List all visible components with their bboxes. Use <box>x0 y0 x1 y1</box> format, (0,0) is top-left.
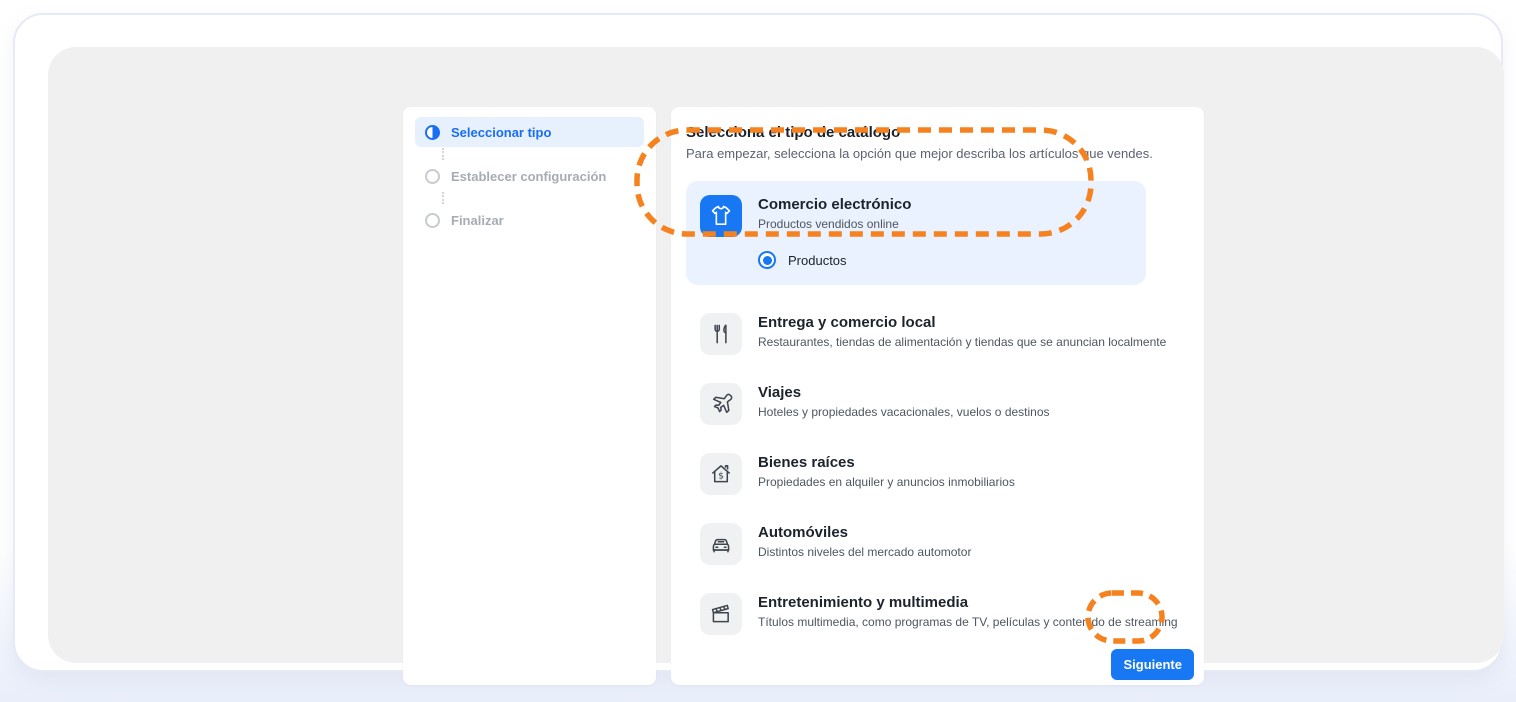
option-real-estate[interactable] <box>700 453 1180 495</box>
option-vehicles[interactable] <box>700 523 1180 565</box>
empty-circle-icon <box>425 213 440 228</box>
outer-card <box>13 13 1503 672</box>
radio-selected-icon <box>758 251 776 269</box>
panel-subtitle: Para empezar, selecciona la opción que mejor describa los artículos que vendes. <box>686 146 1153 161</box>
option-description: Títulos multimedia, como programas de TV, películas y contenido de streaming <box>758 615 1178 629</box>
option-description: Propiedades en alquiler y anuncios inmobiliarios <box>758 475 1015 489</box>
option-text <box>758 313 1166 350</box>
wizard-canvas <box>48 47 1504 672</box>
option-ecommerce[interactable] <box>686 181 1146 285</box>
option-title: Automóviles <box>758 524 849 541</box>
step-label: Finalizar <box>451 212 504 228</box>
option-description: Restaurantes, tiendas de alimentación y tiendas que se anuncian localmente <box>758 335 1167 349</box>
panel-title: Selecciona el tipo de catálogo <box>686 124 901 141</box>
option-text <box>758 453 1015 490</box>
svg-text:$: $ <box>718 470 724 482</box>
next-button[interactable]: Siguiente <box>1111 649 1194 680</box>
option-description: Distintos niveles del mercado automotor <box>758 545 972 559</box>
catalog-type-panel <box>671 107 1204 685</box>
steps-sidebar <box>403 107 656 685</box>
option-local-commerce[interactable] <box>700 313 1180 355</box>
tshirt-icon <box>700 195 742 237</box>
step-label: Seleccionar tipo <box>451 124 552 140</box>
step-configure[interactable] <box>415 161 644 191</box>
radio-productos[interactable] <box>758 251 1130 269</box>
option-title: Viajes <box>758 384 802 401</box>
option-title: Entretenimiento y multimedia <box>758 594 969 611</box>
option-media[interactable] <box>700 593 1180 635</box>
option-title: Entrega y comercio local <box>758 314 936 331</box>
half-filled-circle-icon <box>425 125 440 140</box>
option-title: Bienes raíces <box>758 454 855 471</box>
option-description: Hoteles y propiedades vacacionales, vuelos o destinos <box>758 405 1050 419</box>
option-text <box>758 593 1178 630</box>
empty-circle-icon <box>425 169 440 184</box>
option-description: Productos vendidos online <box>758 217 899 231</box>
step-connector <box>442 192 444 204</box>
option-title: Comercio electrónico <box>758 196 912 213</box>
option-travel[interactable] <box>700 383 1180 425</box>
step-connector <box>442 148 444 160</box>
option-text <box>758 195 911 232</box>
step-label: Establecer configuración <box>451 168 607 184</box>
option-text <box>758 523 971 560</box>
car-icon <box>700 523 742 565</box>
clapperboard-icon <box>700 593 742 635</box>
radio-label: Productos <box>788 252 847 268</box>
step-finish[interactable] <box>415 205 644 235</box>
step-select-type[interactable] <box>415 117 644 147</box>
option-text <box>758 383 1050 420</box>
house-dollar-icon <box>700 453 742 495</box>
utensils-icon <box>700 313 742 355</box>
plane-icon <box>700 383 742 425</box>
